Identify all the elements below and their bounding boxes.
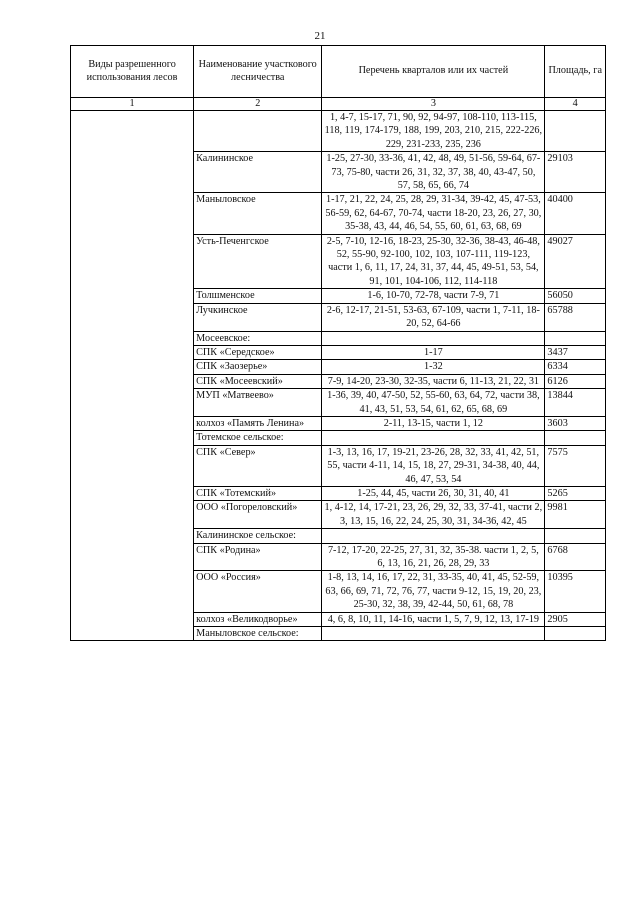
column-number-row xyxy=(71,98,606,111)
area-cell xyxy=(545,331,606,345)
area-cell: 3437 xyxy=(545,345,606,359)
area-cell xyxy=(545,627,606,641)
table-header-row xyxy=(71,46,606,98)
quarters-cell xyxy=(322,627,545,641)
forestry-name-cell: Мосеевское: xyxy=(194,331,322,345)
area-cell: 6334 xyxy=(545,360,606,374)
forestry-name-cell: СПК «Мосеевский» xyxy=(194,374,322,388)
area-cell: 40400 xyxy=(545,193,606,234)
quarters-cell: 7-12, 17-20, 22-25, 27, 31, 32, 35-38. части 1, 2, 5, 6, 13, 16, 21, 26, 28, 29, 33 xyxy=(322,543,545,571)
forestry-name-cell: Калининское сельское: xyxy=(194,529,322,543)
quarters-cell: 1-8, 13, 14, 16, 17, 22, 31, 33-35, 40, 41, 45, 52-59, 63, 66, 69, 71, 72, 76, 77, части 9-12, 15, 19, 20, 23, 25-30, 32, 38, 39, 42-44, 50, 61, 68, 78 xyxy=(322,571,545,612)
quarters-cell xyxy=(322,331,545,345)
forestry-name-cell: ООО «Россия» xyxy=(194,571,322,612)
page-number: 21 xyxy=(314,30,326,42)
column-number: 1 xyxy=(71,98,194,111)
column-number: 4 xyxy=(545,98,606,111)
area-cell: 6768 xyxy=(545,543,606,571)
area-cell: 13844 xyxy=(545,389,606,417)
area-cell: 49027 xyxy=(545,234,606,289)
quarters-cell xyxy=(322,529,545,543)
quarters-cell: 2-5, 7-10, 12-16, 18-23, 25-30, 32-36, 38-43, 46-48, 52, 55-90, 92-100, 102, 103, 107-111, 119-123, части 1, 6, 11, 17, 24, 31, 37, 44, 45, 49-51, 53, 54, 91, 101, 104-106, 112, 114-118 xyxy=(322,234,545,289)
quarters-cell: 1-25, 44, 45, части 26, 30, 31, 40, 41 xyxy=(322,486,545,500)
use-type-cell xyxy=(71,111,194,641)
quarters-cell: 7-9, 14-20, 23-30, 32-35, части 6, 11-13, 21, 22, 31 xyxy=(322,374,545,388)
area-cell: 5265 xyxy=(545,486,606,500)
table-row xyxy=(71,111,606,152)
forestry-name-cell: Толшменское xyxy=(194,289,322,303)
forestry-name-cell xyxy=(194,111,322,152)
area-cell xyxy=(545,431,606,445)
area-cell: 10395 xyxy=(545,571,606,612)
area-cell: 56050 xyxy=(545,289,606,303)
forestry-name-cell: Тотемское сельское: xyxy=(194,431,322,445)
quarters-cell: 1-25, 27-30, 33-36, 41, 42, 48, 49, 51-56, 59-64, 67-73, 75-80, части 26, 31, 32, 37, 38, 40, 43-47, 50, 57, 58, 65, 66, 74 xyxy=(322,152,545,193)
area-cell: 65788 xyxy=(545,303,606,331)
area-cell: 2905 xyxy=(545,612,606,626)
quarters-cell: 1-6, 10-70, 72-78, части 7-9, 71 xyxy=(322,289,545,303)
forestry-name-cell: колхоз «Великодворье» xyxy=(194,612,322,626)
forestry-name-cell: Маныловское xyxy=(194,193,322,234)
quarters-cell: 1-36, 39, 40, 47-50, 52, 55-60, 63, 64, 72, части 38, 41, 43, 51, 53, 54, 61, 62, 65, 68, 69 xyxy=(322,389,545,417)
quarters-cell: 1-32 xyxy=(322,360,545,374)
header-quarters-list: Перечень кварталов или их частей xyxy=(322,46,545,98)
quarters-cell: 2-6, 12-17, 21-51, 53-63, 67-109, части 1, 7-11, 18-20, 52, 64-66 xyxy=(322,303,545,331)
quarters-cell: 1, 4-7, 15-17, 71, 90, 92, 94-97, 108-110, 113-115, 118, 119, 174-179, 188, 199, 203, 210, 215, 222-226, 229, 231-233, 235, 236 xyxy=(322,111,545,152)
quarters-cell: 1-3, 13, 16, 17, 19-21, 23-26, 28, 32, 33, 41, 42, 51, 55, части 4-11, 14, 15, 18, 27, 29-31, 34-38, 40, 44, 46, 47, 53, 54 xyxy=(322,445,545,486)
area-cell: 9981 xyxy=(545,501,606,529)
area-cell: 3603 xyxy=(545,416,606,430)
forestry-name-cell: Усть-Печенгское xyxy=(194,234,322,289)
area-cell xyxy=(545,111,606,152)
quarters-cell: 1-17 xyxy=(322,345,545,359)
area-cell: 6126 xyxy=(545,374,606,388)
area-cell: 7575 xyxy=(545,445,606,486)
forestry-name-cell: СПК «Родина» xyxy=(194,543,322,571)
forestry-name-cell: СПК «Середское» xyxy=(194,345,322,359)
forestry-name-cell: Маныловское сельское: xyxy=(194,627,322,641)
forest-use-table xyxy=(70,45,606,641)
forestry-name-cell: ООО «Погореловский» xyxy=(194,501,322,529)
forestry-name-cell: колхоз «Память Ленина» xyxy=(194,416,322,430)
forestry-name-cell: СПК «Тотемский» xyxy=(194,486,322,500)
quarters-cell: 2-11, 13-15, части 1, 12 xyxy=(322,416,545,430)
quarters-cell: 1-17, 21, 22, 24, 25, 28, 29, 31-34, 39-42, 45, 47-53, 56-59, 62, 64-67, 70-74, части 18-20, 23, 26, 27, 30, 35-38, 43, 44, 46, 54, 55, 60, 61, 63, 68, 69 xyxy=(322,193,545,234)
header-area: Площадь, га xyxy=(545,46,606,98)
column-number: 3 xyxy=(322,98,545,111)
quarters-cell: 1, 4-12, 14, 17-21, 23, 26, 29, 32, 33, 37-41, части 2, 3, 13, 15, 16, 22, 24, 25, 30, 31, 34-36, 42, 45 xyxy=(322,501,545,529)
area-cell xyxy=(545,529,606,543)
header-use-type: Виды разрешенного использования лесов xyxy=(71,46,194,98)
forestry-name-cell: СПК «Заозерье» xyxy=(194,360,322,374)
forestry-name-cell: СПК «Север» xyxy=(194,445,322,486)
area-cell: 29103 xyxy=(545,152,606,193)
header-forestry-name: Наименование участкового лесничества xyxy=(194,46,322,98)
quarters-cell xyxy=(322,431,545,445)
column-number: 2 xyxy=(194,98,322,111)
forestry-name-cell: Лучкинское xyxy=(194,303,322,331)
forestry-name-cell: МУП «Матвеево» xyxy=(194,389,322,417)
quarters-cell: 4, 6, 8, 10, 11, 14-16, части 1, 5, 7, 9, 12, 13, 17-19 xyxy=(322,612,545,626)
forestry-name-cell: Калининское xyxy=(194,152,322,193)
